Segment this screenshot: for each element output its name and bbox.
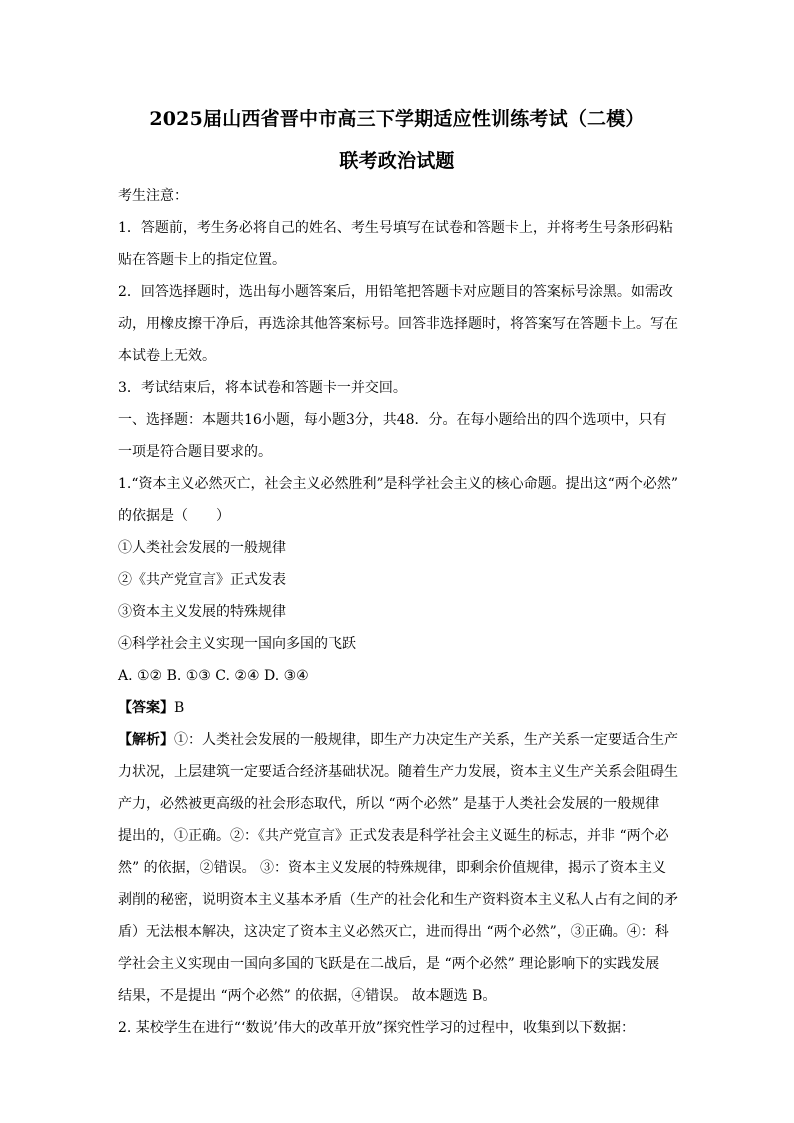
question-1-option-2: ②《共产党宣言》正式发表 (118, 572, 286, 588)
question-2-stem: 2. 某校学生在进行“‘数说’伟大的改革开放”探究性学习的过程中，收集到以下数据： (118, 1020, 636, 1036)
document-subtitle: 联考政治试题 (339, 150, 455, 172)
notice-item-2-cont2: 本试卷上无效。 (118, 348, 216, 364)
question-1-stem: 1.“资本主义必然灭亡，社会主义必然胜利”是科学社会主义的核心命题。提出这“两个必然” (118, 476, 678, 492)
analysis-line-2: 力状况，上层建筑一定要适合经济基础状况。随着生产力发展，资本主义生产关系会阻碍生 (118, 764, 678, 780)
notice-heading: 考生注意： (118, 188, 188, 204)
analysis-line-5: 然” 的依据，②错误。 ③：资本主义发展的特殊规律，即剩余价值规律，揭示了资本主义 (118, 860, 667, 876)
analysis-label: 【解析】 (118, 732, 174, 748)
notice-item-1-cont: 贴在答题卡上的指定位置。 (118, 252, 286, 268)
analysis-line-6: 剥削的秘密，说明资本主义基本矛盾（生产的社会化和生产资料资本主义私人占有之间的矛 (118, 892, 678, 908)
document-title: 2025届山西省晋中市高三下学期适应性训练考试（二模） (149, 108, 645, 130)
section-heading: 一、选择题：本题共16小题，每小题3分，共48．分。在每小题给出的四个选项中，只有 (118, 412, 667, 428)
analysis-text-1: ①：人类社会发展的一般规律，即生产力决定生产关系，生产关系一定要适合生产 (174, 732, 678, 748)
section-heading-cont: 一项是符合题目要求的。 (118, 444, 272, 460)
question-1-option-3: ③资本主义发展的特殊规律 (118, 604, 286, 620)
question-1-stem-cont: 的依据是（ ） (118, 508, 230, 524)
question-1-option-4: ④科学社会主义实现一国向多国的飞跃 (118, 636, 356, 652)
analysis-line-3: 产力，必然被更高级的社会形态取代，所以 “两个必然” 是基于人类社会发展的一般规律 (118, 796, 660, 812)
notice-item-1: 1．答题前，考生务必将自己的姓名、考生号填写在试卷和答题卡上，并将考生号条形码粘 (118, 220, 673, 236)
notice-item-2-cont: 动，用橡皮擦干净后，再选涂其他答案标号。回答非选择题时，将答案写在答题卡上。写在 (118, 316, 678, 332)
analysis-line-1 (118, 730, 678, 750)
analysis-line-4: 提出的，①正确。②：《共产党宣言》正式发表是科学社会主义诞生的标志，并非 “两个必 (118, 828, 669, 844)
notice-item-2: 2．回答选择题时，选出每小题答案后，用铅笔把答题卡对应题目的答案标号涂黑。如需改 (118, 284, 673, 300)
answer-label: 【答案】 (118, 700, 174, 716)
answer-value: B (174, 700, 185, 716)
answer-line (118, 698, 184, 718)
analysis-line-7: 盾）无法根本解决，这决定了资本主义必然灭亡，进而得出 “两个必然”，③正确。④：科 (118, 924, 669, 940)
analysis-line-8: 学社会主义实现由一国向多国的飞跃是在二战后，是 “两个必然” 理论影响下的实践发展 (118, 956, 660, 972)
notice-item-3: 3．考试结束后，将本试卷和答题卡一并交回。 (118, 380, 407, 396)
analysis-line-9: 结果，不是提出 “两个必然” 的依据，④错误。 故本题选 B。 (118, 988, 497, 1004)
question-1-choices: A. ①② B. ①③ C. ②④ D. ③④ (118, 668, 309, 684)
question-1-option-1: ①人类社会发展的一般规律 (118, 540, 286, 556)
